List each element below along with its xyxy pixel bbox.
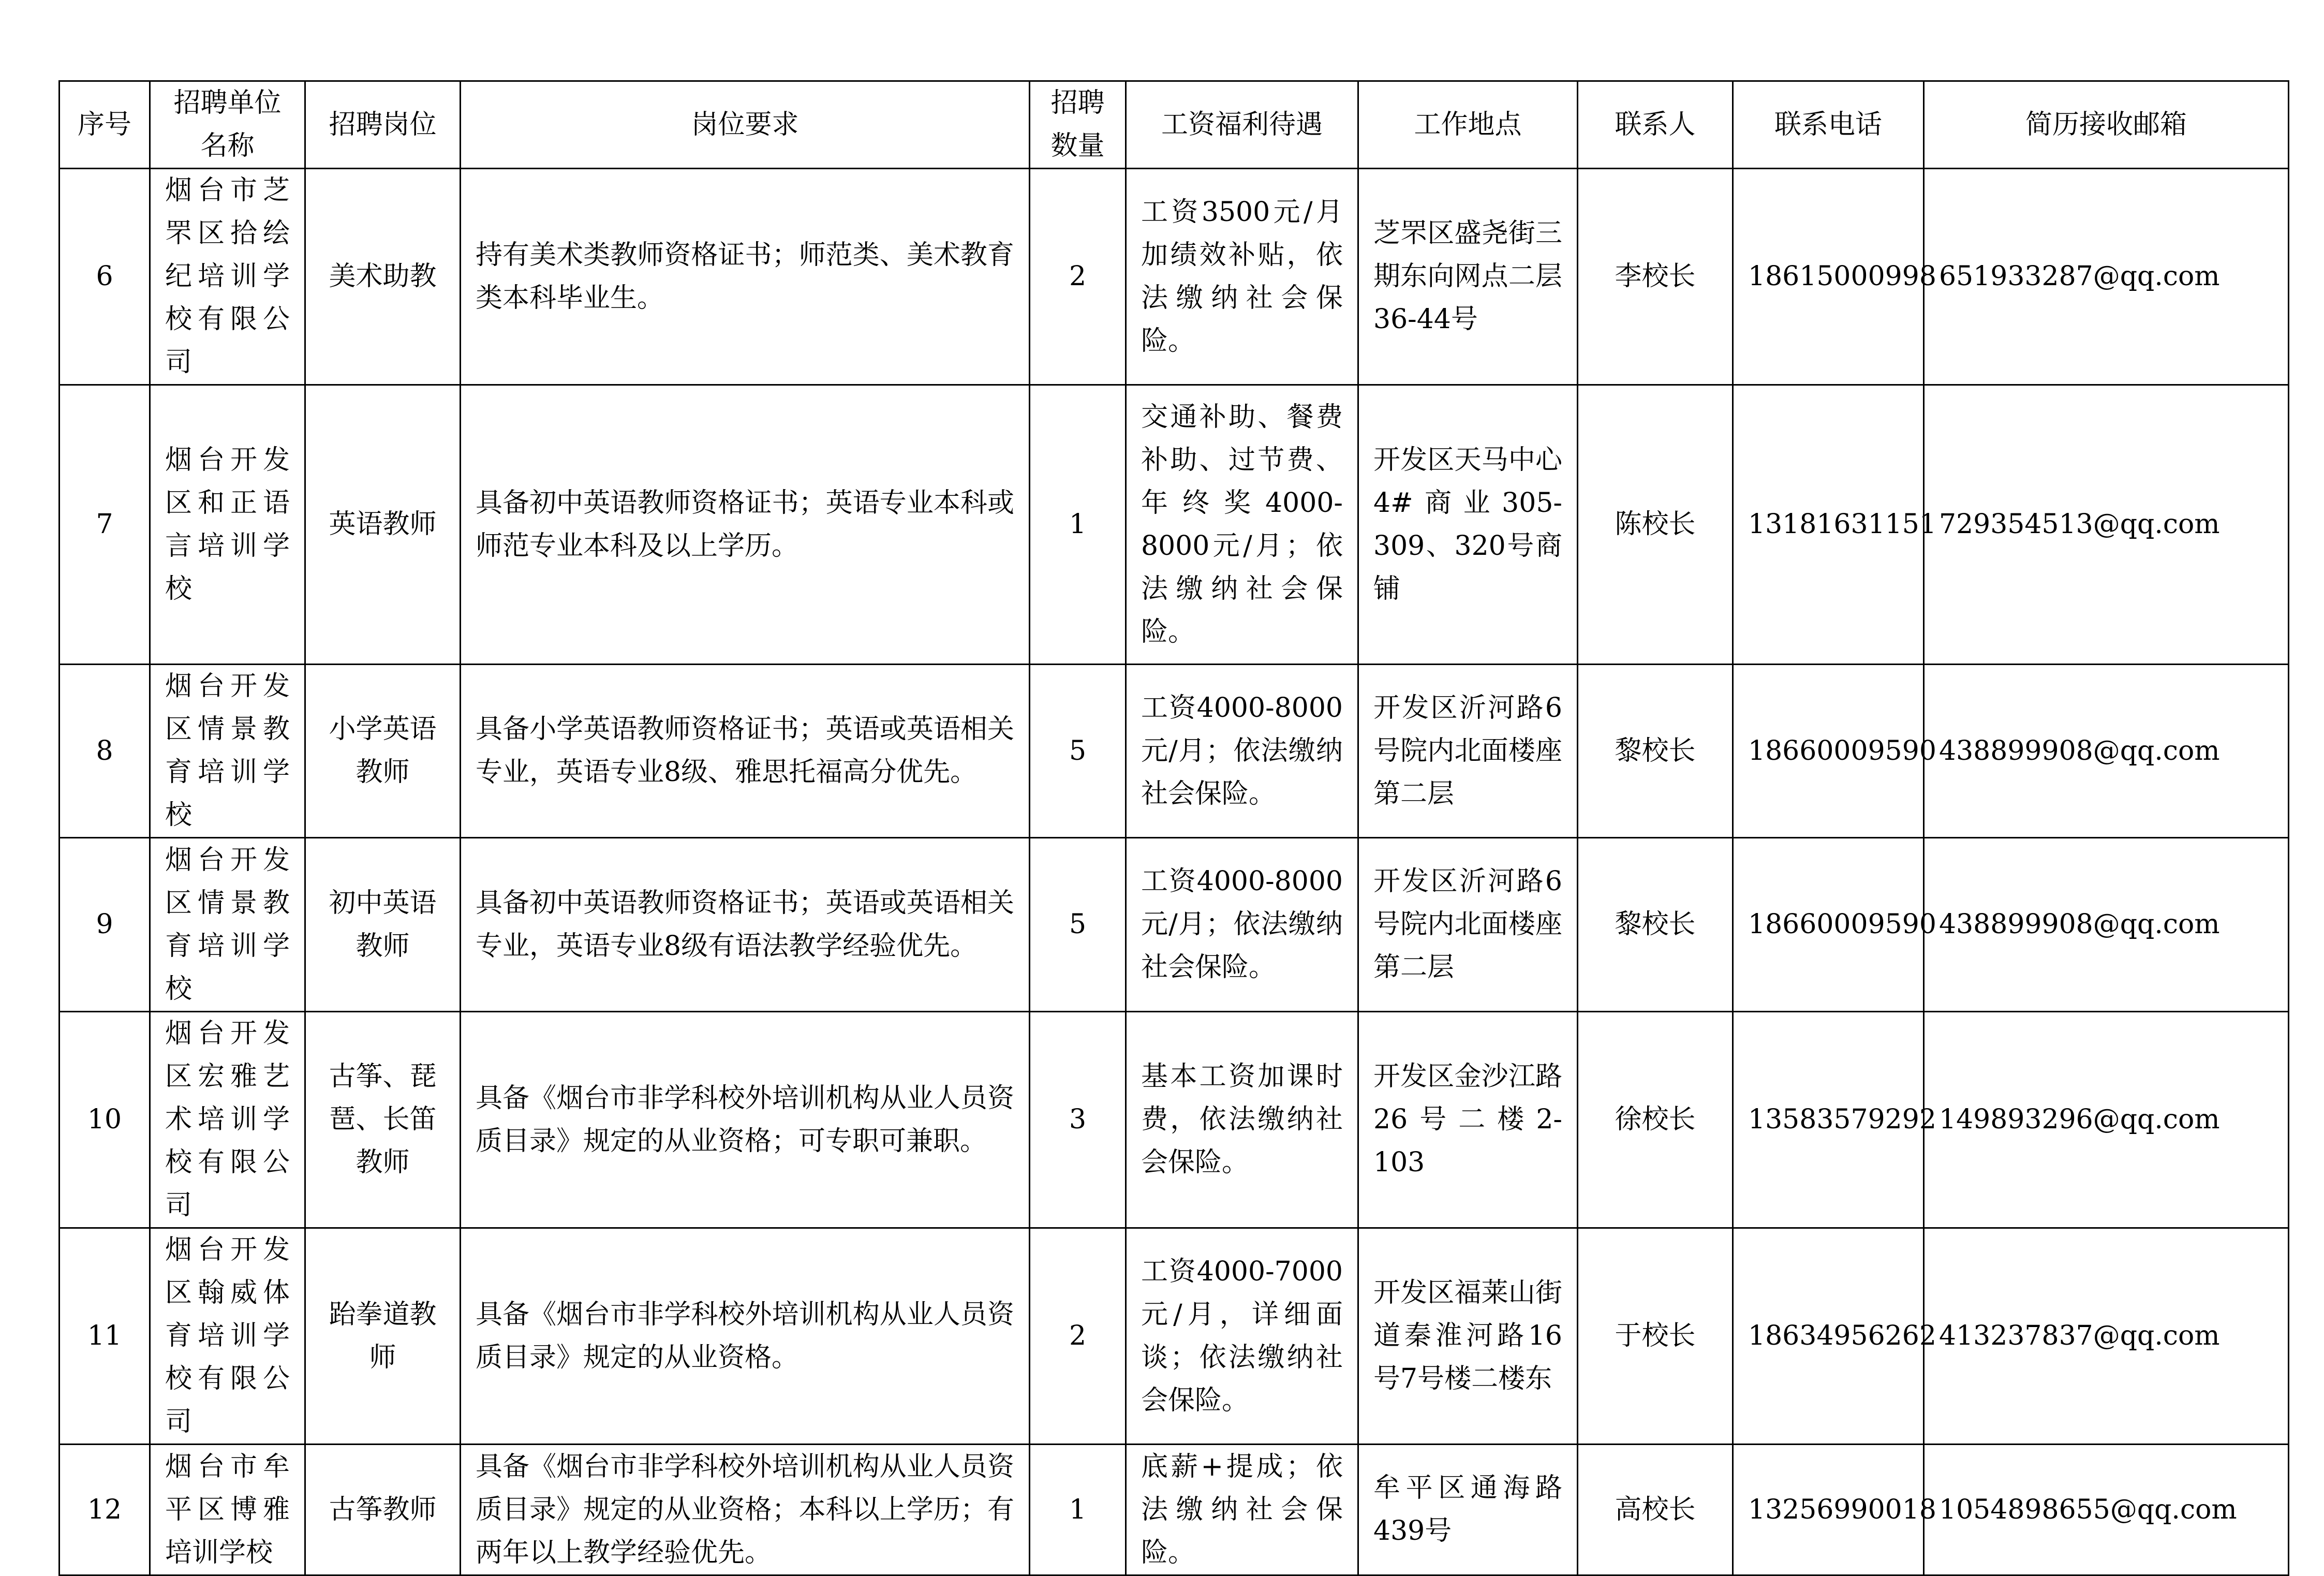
- cell-location: 芝罘区盛尧街三期东向网点二层36-44号: [1358, 169, 1578, 385]
- header-phone: 联系电话: [1733, 81, 1924, 169]
- header-row: [60, 81, 2289, 169]
- cell-phone: 18615000998: [1733, 169, 1924, 385]
- table-row: [60, 385, 2289, 665]
- table-row: [60, 1445, 2289, 1575]
- cell-requirements: 具备初中英语教师资格证书；英语专业本科或师范专业本科及以上学历。: [461, 385, 1030, 665]
- cell-quantity: 2: [1030, 169, 1126, 385]
- cell-index: 7: [60, 385, 150, 665]
- cell-requirements: 具备《烟台市非学科校外培训机构从业人员资质目录》规定的从业资格；本科以上学历；有两年以上教学经验优先。: [461, 1445, 1030, 1575]
- cell-contact: 黎校长: [1578, 838, 1733, 1012]
- cell-salary: 基本工资加课时费，依法缴纳社会保险。: [1126, 1012, 1358, 1228]
- cell-index: 12: [60, 1445, 150, 1575]
- cell-phone: 18660009590: [1733, 838, 1924, 1012]
- cell-position: 小学英语教师: [305, 665, 461, 838]
- cell-salary: 工资3500元/月加绩效补贴，依法缴纳社会保险。: [1126, 169, 1358, 385]
- cell-salary: 底薪+提成；依法缴纳社会保险。: [1126, 1445, 1358, 1575]
- cell-company: 烟台市牟平区博雅培训学校: [150, 1445, 305, 1575]
- cell-index: 9: [60, 838, 150, 1012]
- cell-salary: 交通补助、餐费补助、过节费、年终奖4000-8000元/月；依法缴纳社会保险。: [1126, 385, 1358, 665]
- cell-location: 开发区天马中心4#商业305-309、320号商铺: [1358, 385, 1578, 665]
- cell-company: 烟台开发区翰威体育培训学校有限公司: [150, 1228, 305, 1445]
- cell-contact: 陈校长: [1578, 385, 1733, 665]
- header-quantity: 招聘数量: [1030, 81, 1126, 169]
- cell-email: 413237837@qq.com: [1924, 1228, 2289, 1445]
- cell-requirements: 具备《烟台市非学科校外培训机构从业人员资质目录》规定的从业资格。: [461, 1228, 1030, 1445]
- cell-location: 开发区福莱山街道秦淮河路16号7号楼二楼东: [1358, 1228, 1578, 1445]
- cell-quantity: 1: [1030, 1445, 1126, 1575]
- cell-contact: 高校长: [1578, 1445, 1733, 1575]
- cell-position: 古筝教师: [305, 1445, 461, 1575]
- header-email: 简历接收邮箱: [1924, 81, 2289, 169]
- cell-position: 英语教师: [305, 385, 461, 665]
- cell-location: 牟平区通海路439号: [1358, 1445, 1578, 1575]
- cell-location: 开发区沂河路6号院内北面楼座第二层: [1358, 665, 1578, 838]
- cell-index: 11: [60, 1228, 150, 1445]
- cell-contact: 黎校长: [1578, 665, 1733, 838]
- header-company: 招聘单位名称: [150, 81, 305, 169]
- table-row: [60, 169, 2289, 385]
- cell-email: 1054898655@qq.com: [1924, 1445, 2289, 1575]
- cell-position: 美术助教: [305, 169, 461, 385]
- cell-company: 烟台开发区宏雅艺术培训学校有限公司: [150, 1012, 305, 1228]
- cell-email: 149893296@qq.com: [1924, 1012, 2289, 1228]
- cell-location: 开发区金沙江路26号二楼2-103: [1358, 1012, 1578, 1228]
- cell-phone: 13256990018: [1733, 1445, 1924, 1575]
- table-row: [60, 1228, 2289, 1445]
- table-row: [60, 1012, 2289, 1228]
- cell-email: 651933287@qq.com: [1924, 169, 2289, 385]
- cell-position: 初中英语教师: [305, 838, 461, 1012]
- cell-quantity: 5: [1030, 665, 1126, 838]
- cell-position: 跆拳道教师: [305, 1228, 461, 1445]
- cell-quantity: 5: [1030, 838, 1126, 1012]
- cell-phone: 18660009590: [1733, 665, 1924, 838]
- cell-email: 438899908@qq.com: [1924, 838, 2289, 1012]
- cell-index: 10: [60, 1012, 150, 1228]
- cell-contact: 徐校长: [1578, 1012, 1733, 1228]
- cell-salary: 工资4000-7000元/月，详细面谈；依法缴纳社会保险。: [1126, 1228, 1358, 1445]
- cell-company: 烟台市芝罘区拾绘纪培训学校有限公司: [150, 169, 305, 385]
- cell-requirements: 具备《烟台市非学科校外培训机构从业人员资质目录》规定的从业资格；可专职可兼职。: [461, 1012, 1030, 1228]
- cell-company: 烟台开发区情景教育培训学校: [150, 665, 305, 838]
- header-location: 工作地点: [1358, 81, 1578, 169]
- cell-requirements: 具备小学英语教师资格证书；英语或英语相关专业，英语专业8级、雅思托福高分优先。: [461, 665, 1030, 838]
- cell-phone: 13583579292: [1733, 1012, 1924, 1228]
- cell-company: 烟台开发区和正语言培训学校: [150, 385, 305, 665]
- cell-index: 8: [60, 665, 150, 838]
- cell-email: 438899908@qq.com: [1924, 665, 2289, 838]
- header-salary: 工资福利待遇: [1126, 81, 1358, 169]
- header-index: 序号: [60, 81, 150, 169]
- cell-quantity: 3: [1030, 1012, 1126, 1228]
- table-row: [60, 665, 2289, 838]
- cell-contact: 李校长: [1578, 169, 1733, 385]
- cell-requirements: 具备初中英语教师资格证书；英语或英语相关专业，英语专业8级有语法教学经验优先。: [461, 838, 1030, 1012]
- table-row: [60, 838, 2289, 1012]
- header-requirements: 岗位要求: [461, 81, 1030, 169]
- recruitment-sheet: [58, 80, 2288, 1568]
- header-contact: 联系人: [1578, 81, 1733, 169]
- recruitment-table: [58, 80, 2289, 1576]
- cell-company: 烟台开发区情景教育培训学校: [150, 838, 305, 1012]
- header-position: 招聘岗位: [305, 81, 461, 169]
- cell-quantity: 1: [1030, 385, 1126, 665]
- cell-email: 729354513@qq.com: [1924, 385, 2289, 665]
- cell-phone: 13181631151: [1733, 385, 1924, 665]
- cell-salary: 工资4000-8000元/月；依法缴纳社会保险。: [1126, 665, 1358, 838]
- cell-quantity: 2: [1030, 1228, 1126, 1445]
- cell-position: 古筝、琵琶、长笛教师: [305, 1012, 461, 1228]
- cell-index: 6: [60, 169, 150, 385]
- cell-requirements: 持有美术类教师资格证书；师范类、美术教育类本科毕业生。: [461, 169, 1030, 385]
- cell-location: 开发区沂河路6号院内北面楼座第二层: [1358, 838, 1578, 1012]
- cell-phone: 18634956262: [1733, 1228, 1924, 1445]
- cell-salary: 工资4000-8000元/月；依法缴纳社会保险。: [1126, 838, 1358, 1012]
- cell-contact: 于校长: [1578, 1228, 1733, 1445]
